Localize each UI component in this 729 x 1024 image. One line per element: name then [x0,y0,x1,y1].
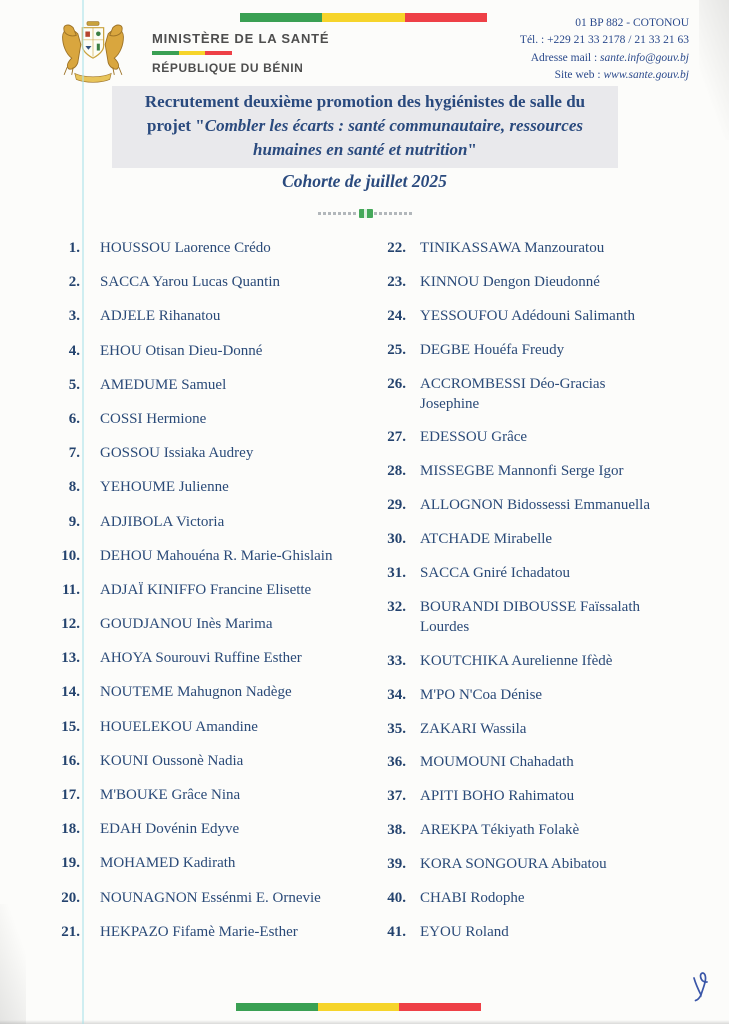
roster-number: 36. [387,754,406,771]
signature-mark-icon [691,970,713,1002]
roster-number: 34. [387,686,406,703]
roster-number: 22. [387,240,406,256]
roster-number: 39. [387,856,406,873]
divider-dashes-left [318,212,358,215]
roster-row [378,374,688,414]
roster-row [378,719,688,739]
roster-name: MOHAMED Kadirath [100,855,236,872]
roster-number: 31. [387,565,406,582]
roster-name: EYOU Roland [420,923,509,940]
roster-row [56,512,362,532]
roster-row [378,597,688,637]
roster-number: 19. [61,855,80,872]
roster-number: 7. [68,445,80,462]
roster-number: 14. [61,684,80,701]
roster-row [378,563,688,583]
roster-row [56,238,362,258]
roster-name: ADJIBOLA Victoria [100,513,225,530]
roster-name: ALLOGNON Bidossessi Emmanuella [420,497,650,514]
roster-row [56,785,362,805]
roster-name: KINNOU Dengon Dieudonné [420,273,600,290]
contact-line [389,15,689,32]
roster-number: 10. [61,547,80,564]
roster-row [378,272,688,292]
contact-line [389,50,689,67]
roster-name: TINIKASSAWA Manzouratou [420,240,605,256]
roster-number: 37. [387,788,406,805]
benin-flag-divider [152,51,232,55]
roster-name: BOURANDI DIBOUSSE Faïssalath Lourdes [420,598,641,635]
title-line-1: Recrutement deuxième promotion des hygiénistes de salle du [144,92,586,111]
roster-name: KOUNI Oussonè Nadia [100,752,244,769]
roster-name: CHABI Rodophe [420,890,525,907]
cohort-subtitle: Cohorte de juillet 2025 [282,171,447,191]
roster-row [56,717,362,737]
roster-row [378,752,688,772]
benin-flag-bar-bottom [236,1003,481,1011]
contact-text: Site web : [554,68,604,81]
title-line-3: humaines en santé et nutrition" [253,140,477,159]
roster-row [56,580,362,600]
roster-name: M'BOUKE Grâce Nina [100,787,241,803]
roster-number: 25. [387,341,406,358]
roster-number: 29. [387,497,406,514]
roster-row [56,819,362,839]
roster-row [56,751,362,771]
roster-row [378,306,688,326]
roster-row [378,529,688,549]
roster-row [56,888,362,908]
roster-name: NOUTEME Mahugnon Nadège [100,684,292,701]
ministry-name: MINISTÈRE DE LA SANTÉ [152,31,330,46]
roster-name: APITI BOHO Rahimatou [420,788,575,805]
roster-name: AHOYA Sourouvi Ruffine Esther [100,650,302,667]
roster-number: 30. [387,531,406,548]
roster-number: 18. [61,821,80,838]
roster-row [56,477,362,497]
roster-name: EDAH Dovénin Edyve [100,821,240,838]
roster-number: 21. [61,923,80,940]
contact-line [389,32,689,49]
roster-name: ADJELE Rihanatou [100,308,221,325]
roster-name: AMEDUME Samuel [100,376,227,393]
roster-row [378,854,688,874]
contact-line [389,67,689,84]
roster-number: 12. [61,616,80,633]
roster-row [378,922,688,942]
roster-row [56,272,362,292]
roster-number: 4. [68,342,80,359]
roster-name: HOUELEKOU Amandine [100,718,258,735]
roster-name: KORA SONGOURA Abibatou [420,856,607,873]
roster-column-left [56,238,362,942]
roster-number: 3. [68,308,80,325]
republic-name: RÉPUBLIQUE DU BÉNIN [152,60,304,75]
roster-number: 26. [387,375,406,392]
roster-number: 41. [387,923,406,940]
roster-row [378,427,688,447]
roster-row [378,495,688,515]
roster-number: 24. [387,307,406,324]
roster-row [56,853,362,873]
roster-number: 16. [61,752,80,769]
roster-name: SACCA Gniré Ichadatou [420,565,570,582]
scan-shading-top-right [699,0,729,140]
divider-green-mark [359,209,373,218]
roster-name: COSSI Hermione [100,410,207,427]
roster-row [56,546,362,566]
roster-number: 2. [68,274,80,291]
roster-row [378,461,688,481]
title-line-2: projet "Combler les écarts : santé communautaire, ressources [146,116,583,135]
contact-text: Adresse mail : [530,51,601,64]
roster-row [378,651,688,671]
benin-coat-of-arms-logo [54,14,132,84]
roster-number: 15. [61,718,80,735]
roster-number: 1. [68,240,80,256]
contact-italic-text: sante.info@gouv.bj [600,51,689,64]
roster-name: EHOU Otisan Dieu-Donné [100,342,263,359]
roster-number: 11. [62,581,80,598]
roster-row [56,341,362,361]
document-title [112,86,618,168]
roster-name: SACCA Yarou Lucas Quantin [100,274,281,291]
roster-name: YESSOUFOU Adédouni Salimanth [420,307,636,324]
roster-row [378,340,688,360]
roster-name: GOUDJANOU Inès Marima [100,616,273,633]
roster-row [378,820,688,840]
contact-italic-text: www.sante.gouv.bj [603,68,689,81]
roster-row [378,786,688,806]
roster-row [56,614,362,634]
roster-name: HEKPAZO Fifamè Marie-Esther [100,923,298,940]
roster-row [56,922,362,942]
roster-row [56,409,362,429]
roster-number: 17. [61,787,80,803]
roster-number: 6. [68,410,80,427]
scan-edge-bottom [0,1020,729,1024]
roster-name: DEGBE Houéfa Freudy [420,341,565,358]
roster-name: MISSEGBE Mannonfi Serge Igor [420,463,624,480]
roster-row [56,443,362,463]
scan-line-artifact [82,0,84,1024]
roster-number: 32. [387,598,406,615]
roster-name: ADJAÏ KINIFFO Francine Elisette [100,581,312,598]
roster-row [378,888,688,908]
roster-number: 38. [387,822,406,839]
roster-name: GOSSOU Issiaka Audrey [100,445,254,462]
roster-number: 5. [68,376,80,393]
roster-name: ATCHADE Mirabelle [420,531,553,548]
roster-name: YEHOUME Julienne [100,479,229,496]
cohort-divider-decoration [318,209,414,218]
roster-name: MOUMOUNI Chahadath [420,754,574,771]
roster-number: 23. [387,273,406,290]
roster-number: 13. [61,650,80,667]
roster-name: HOUSSOU Laorence Crédo [100,240,271,256]
roster-name: DEHOU Mahouéna R. Marie-Ghislain [100,547,333,564]
roster-row [378,685,688,705]
roster-name: ZAKARI Wassila [420,720,527,737]
roster-number: 20. [61,889,80,906]
roster-name: EDESSOU Grâce [420,429,528,446]
roster-number: 40. [387,890,406,907]
roster-name: AREKPA Tékiyath Folakè [420,822,580,839]
roster-number: 33. [387,652,406,669]
contact-block [389,15,689,84]
roster-number: 27. [387,429,406,446]
roster-row [56,306,362,326]
roster-number: 9. [68,513,80,530]
roster-number: 8. [68,479,80,496]
roster-number: 28. [387,463,406,480]
roster-row [378,238,688,258]
contact-text: Tél. : +229 21 33 2178 / 21 33 21 63 [519,34,689,47]
roster-row [56,375,362,395]
roster-name: M'PO N'Coa Dénise [420,686,543,703]
divider-dashes-right [374,212,414,215]
roster-name: ACCROMBESSI Déo-Gracias Josephine [420,375,606,412]
roster-row [56,648,362,668]
roster-column-right [378,238,688,942]
roster-number: 35. [387,720,406,737]
scan-shading-bottom-left [0,904,26,1024]
ministry-block [152,31,329,75]
roster-name: NOUNAGNON Essénmi E. Ornevie [100,889,321,906]
contact-text: 01 BP 882 - COTONOU [575,17,689,29]
roster-row [56,682,362,702]
roster-name: KOUTCHIKA Aurelienne Ifèdè [420,652,613,669]
